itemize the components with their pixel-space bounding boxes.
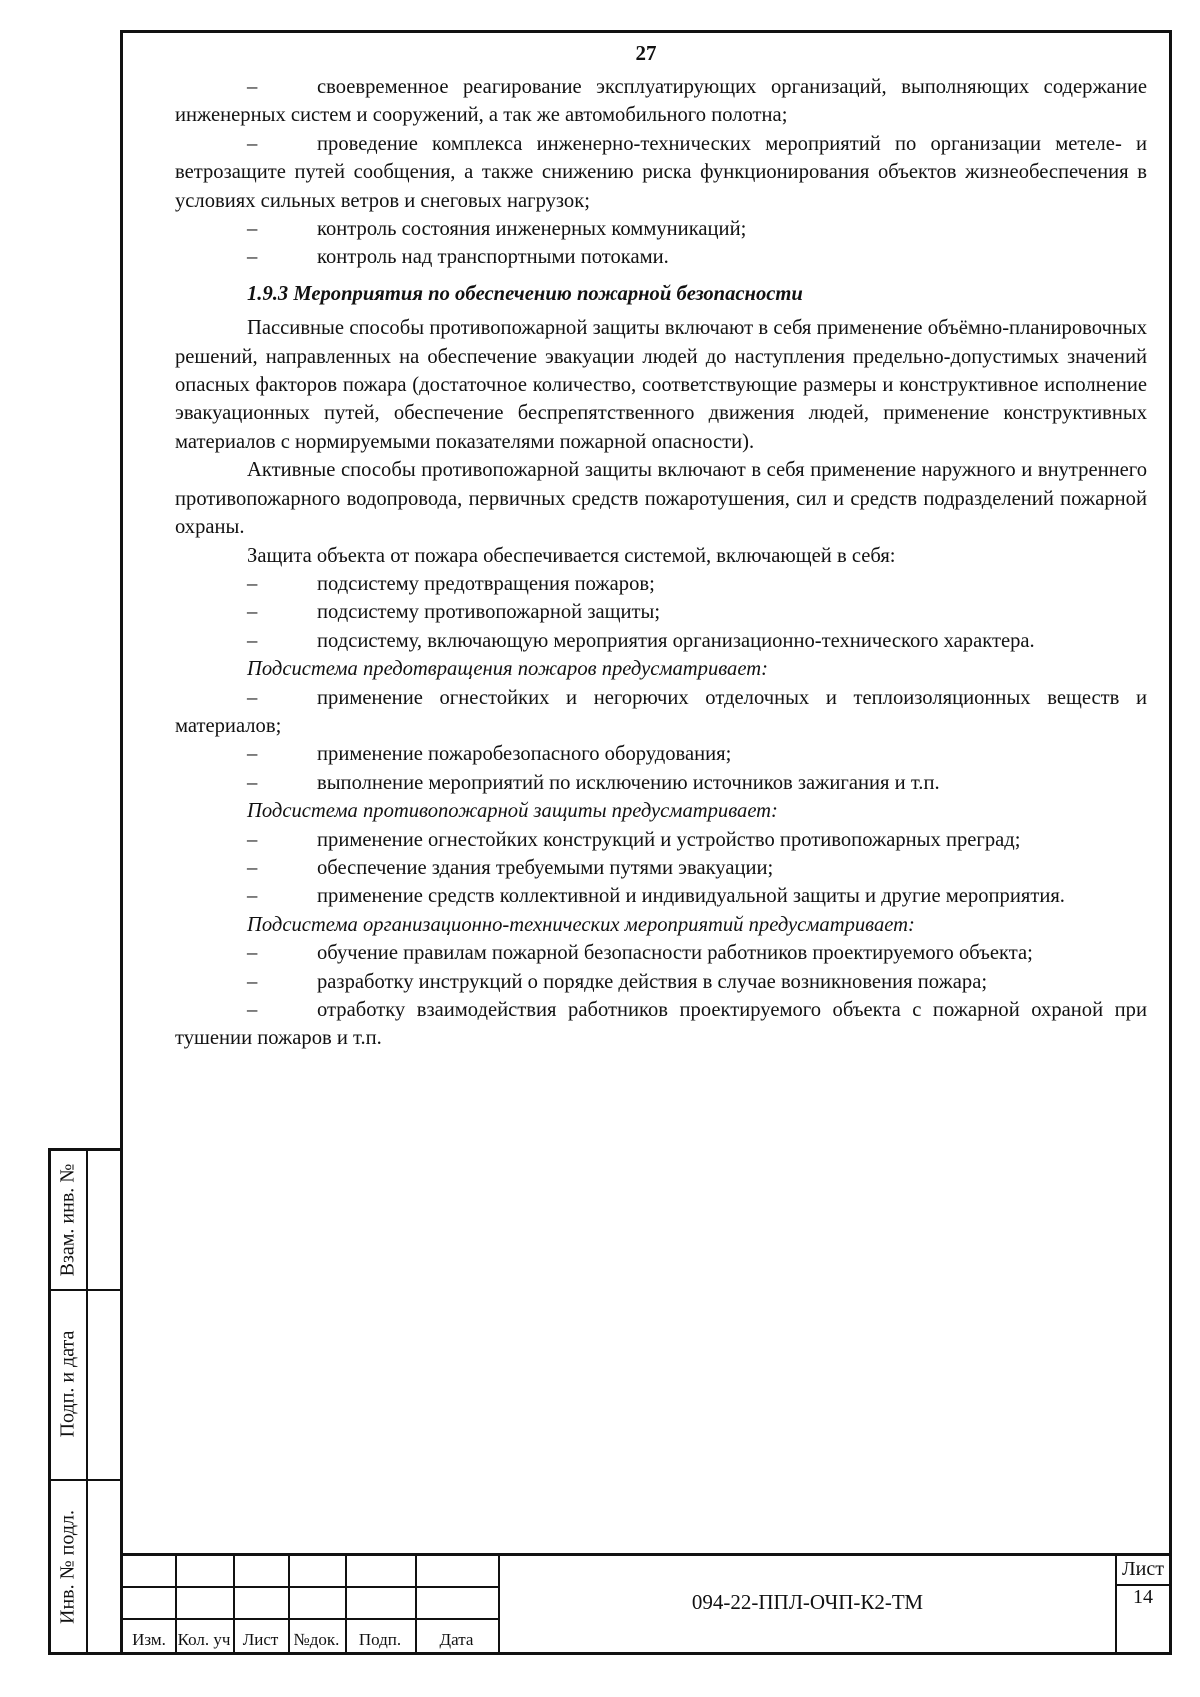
col-list-label: Лист: [242, 1630, 279, 1649]
col-izm-label: Изм.: [132, 1630, 166, 1649]
list-item: [175, 882, 1147, 910]
subsection-title: Подсистема предотвращения пожаров предусматривает:: [247, 658, 768, 681]
document-body: [175, 73, 1147, 1053]
dash-marker: –: [247, 218, 258, 241]
paragraph: Пассивные способы противопожарной защиты включают в себя применение объёмно-планировочных решений, направленных на обеспечение эвакуации людей до наступления предельно-допустимых значений опасных факторов пожара (достаточное количество, соответствующие размеры и конструктивное исполнение эвакуационных путей, обеспечение беспрепятственного движения людей, применение конструктивных материалов с нормируемыми показателями пожарной опасности).: [175, 317, 1147, 453]
list-item: [175, 73, 1147, 130]
list-item-text: применение средств коллективной и индивидуальной защиты и другие мероприятия.: [317, 885, 1065, 908]
side-cell-vzam: [51, 1151, 120, 1291]
list-item-text: своевременное реагирование эксплуатирующих организаций, выполняющих содержание инженерных систем и сооружений, а так же автомобильного полотна;: [175, 76, 1147, 127]
dash-marker: –: [247, 970, 258, 993]
paragraph: Активные способы противопожарной защиты включают в себя применение наружного и внутреннего противопожарного водопровода, первичных средств пожаротушения, сил и средств подразделений пожарной охраны.: [175, 459, 1147, 539]
title-block: [123, 1553, 1169, 1652]
dash-marker: –: [247, 885, 258, 908]
list-item-text: контроль состояния инженерных коммуникаций;: [317, 218, 747, 241]
dash-marker: –: [247, 76, 258, 98]
side-label: Инв. № подл.: [56, 1510, 79, 1624]
list-item-text: выполнение мероприятий по исключению источников зажигания и т.п.: [317, 771, 940, 794]
list-item: [175, 627, 1147, 655]
dash-marker: –: [247, 629, 258, 652]
list-item: [175, 684, 1147, 741]
dash-marker: –: [247, 686, 258, 709]
list-item: [175, 968, 1147, 996]
list-item-text: разработку инструкций о порядке действия в случае возникновения пожара;: [317, 970, 988, 993]
list-item-text: контроль над транспортными потоками.: [317, 246, 669, 269]
list-item-text: подсистему предотвращения пожаров;: [317, 572, 655, 595]
side-stamp: [48, 1148, 120, 1655]
list-item-text: отработку взаимодействия работников проектируемого объекта с пожарной охраной при тушении пожаров и т.п.: [175, 999, 1147, 1050]
title-block-row-line: [123, 1618, 498, 1620]
page-frame: [120, 30, 1172, 1655]
dash-marker: –: [247, 743, 258, 766]
list-item-text: проведение комплекса инженерно-технических мероприятий по организации метеле- и ветрозащите путей сообщения, а также снижению риска функционирования объектов жизнеобеспечения в условиях сильных ветров и снеговых нагрузок;: [175, 132, 1147, 212]
side-label: Взам. инв. №: [56, 1163, 79, 1277]
page-number: 27: [635, 41, 657, 65]
dash-marker: –: [247, 999, 258, 1021]
list-item: [175, 570, 1147, 598]
col-ndok-label: №док.: [293, 1630, 340, 1649]
dash-marker: –: [247, 572, 258, 595]
list-item: [175, 769, 1147, 797]
side-label: Подп. и дата: [56, 1330, 79, 1438]
col-podp-label: Подп.: [358, 1630, 402, 1649]
dash-marker: –: [247, 771, 258, 794]
list-item-text: подсистему противопожарной защиты;: [317, 601, 661, 624]
col-data-label: Дата: [439, 1630, 474, 1649]
subsection-title: Подсистема организационно-технических мероприятий предусматривает:: [247, 913, 915, 936]
dash-marker: –: [247, 601, 258, 624]
list-item: [175, 243, 1147, 271]
dash-marker: –: [247, 828, 258, 851]
list-item: [175, 215, 1147, 243]
col-kol-uch-label: Кол. уч: [177, 1630, 231, 1649]
list-item: [175, 826, 1147, 854]
list-item-text: подсистему, включающую мероприятия организационно-технического характера.: [317, 629, 1035, 652]
list-item-text: применение пожаробезопасного оборудования;: [317, 743, 732, 766]
dash-marker: –: [247, 246, 258, 269]
list-item: [175, 854, 1147, 882]
dash-marker: –: [247, 132, 258, 155]
list-item: [175, 740, 1147, 768]
list-item: [175, 130, 1147, 215]
title-block-row-line: [123, 1586, 498, 1588]
side-cell-podp: [51, 1289, 120, 1481]
list-item-text: обеспечение здания требуемыми путями эвакуации;: [317, 856, 774, 879]
list-item: [175, 598, 1147, 626]
document-code: 094-22-ППЛ-ОЧП-К2-ТМ: [691, 1590, 924, 1614]
sheet-number: 14: [1133, 1586, 1153, 1608]
list-item-text: применение огнестойких и негорючих отделочных и теплоизоляционных веществ и материалов;: [175, 686, 1147, 737]
section-heading: 1.9.3 Мероприятия по обеспечению пожарной безопасности: [247, 282, 803, 305]
paragraph: Защита объекта от пожара обеспечивается системой, включающей в себя:: [247, 544, 896, 567]
list-item: [175, 996, 1147, 1053]
sheet-label: Лист: [1122, 1558, 1164, 1580]
subsection-title: Подсистема противопожарной защиты предусматривает:: [247, 800, 778, 823]
side-cell-inv: [51, 1479, 120, 1655]
list-item-text: применение огнестойких конструкций и устройство противопожарных преград;: [317, 828, 1021, 851]
list-item: [175, 939, 1147, 967]
dash-marker: –: [247, 856, 258, 879]
list-item-text: обучение правилам пожарной безопасности работников проектируемого объекта;: [317, 942, 1033, 965]
dash-marker: –: [247, 942, 258, 965]
